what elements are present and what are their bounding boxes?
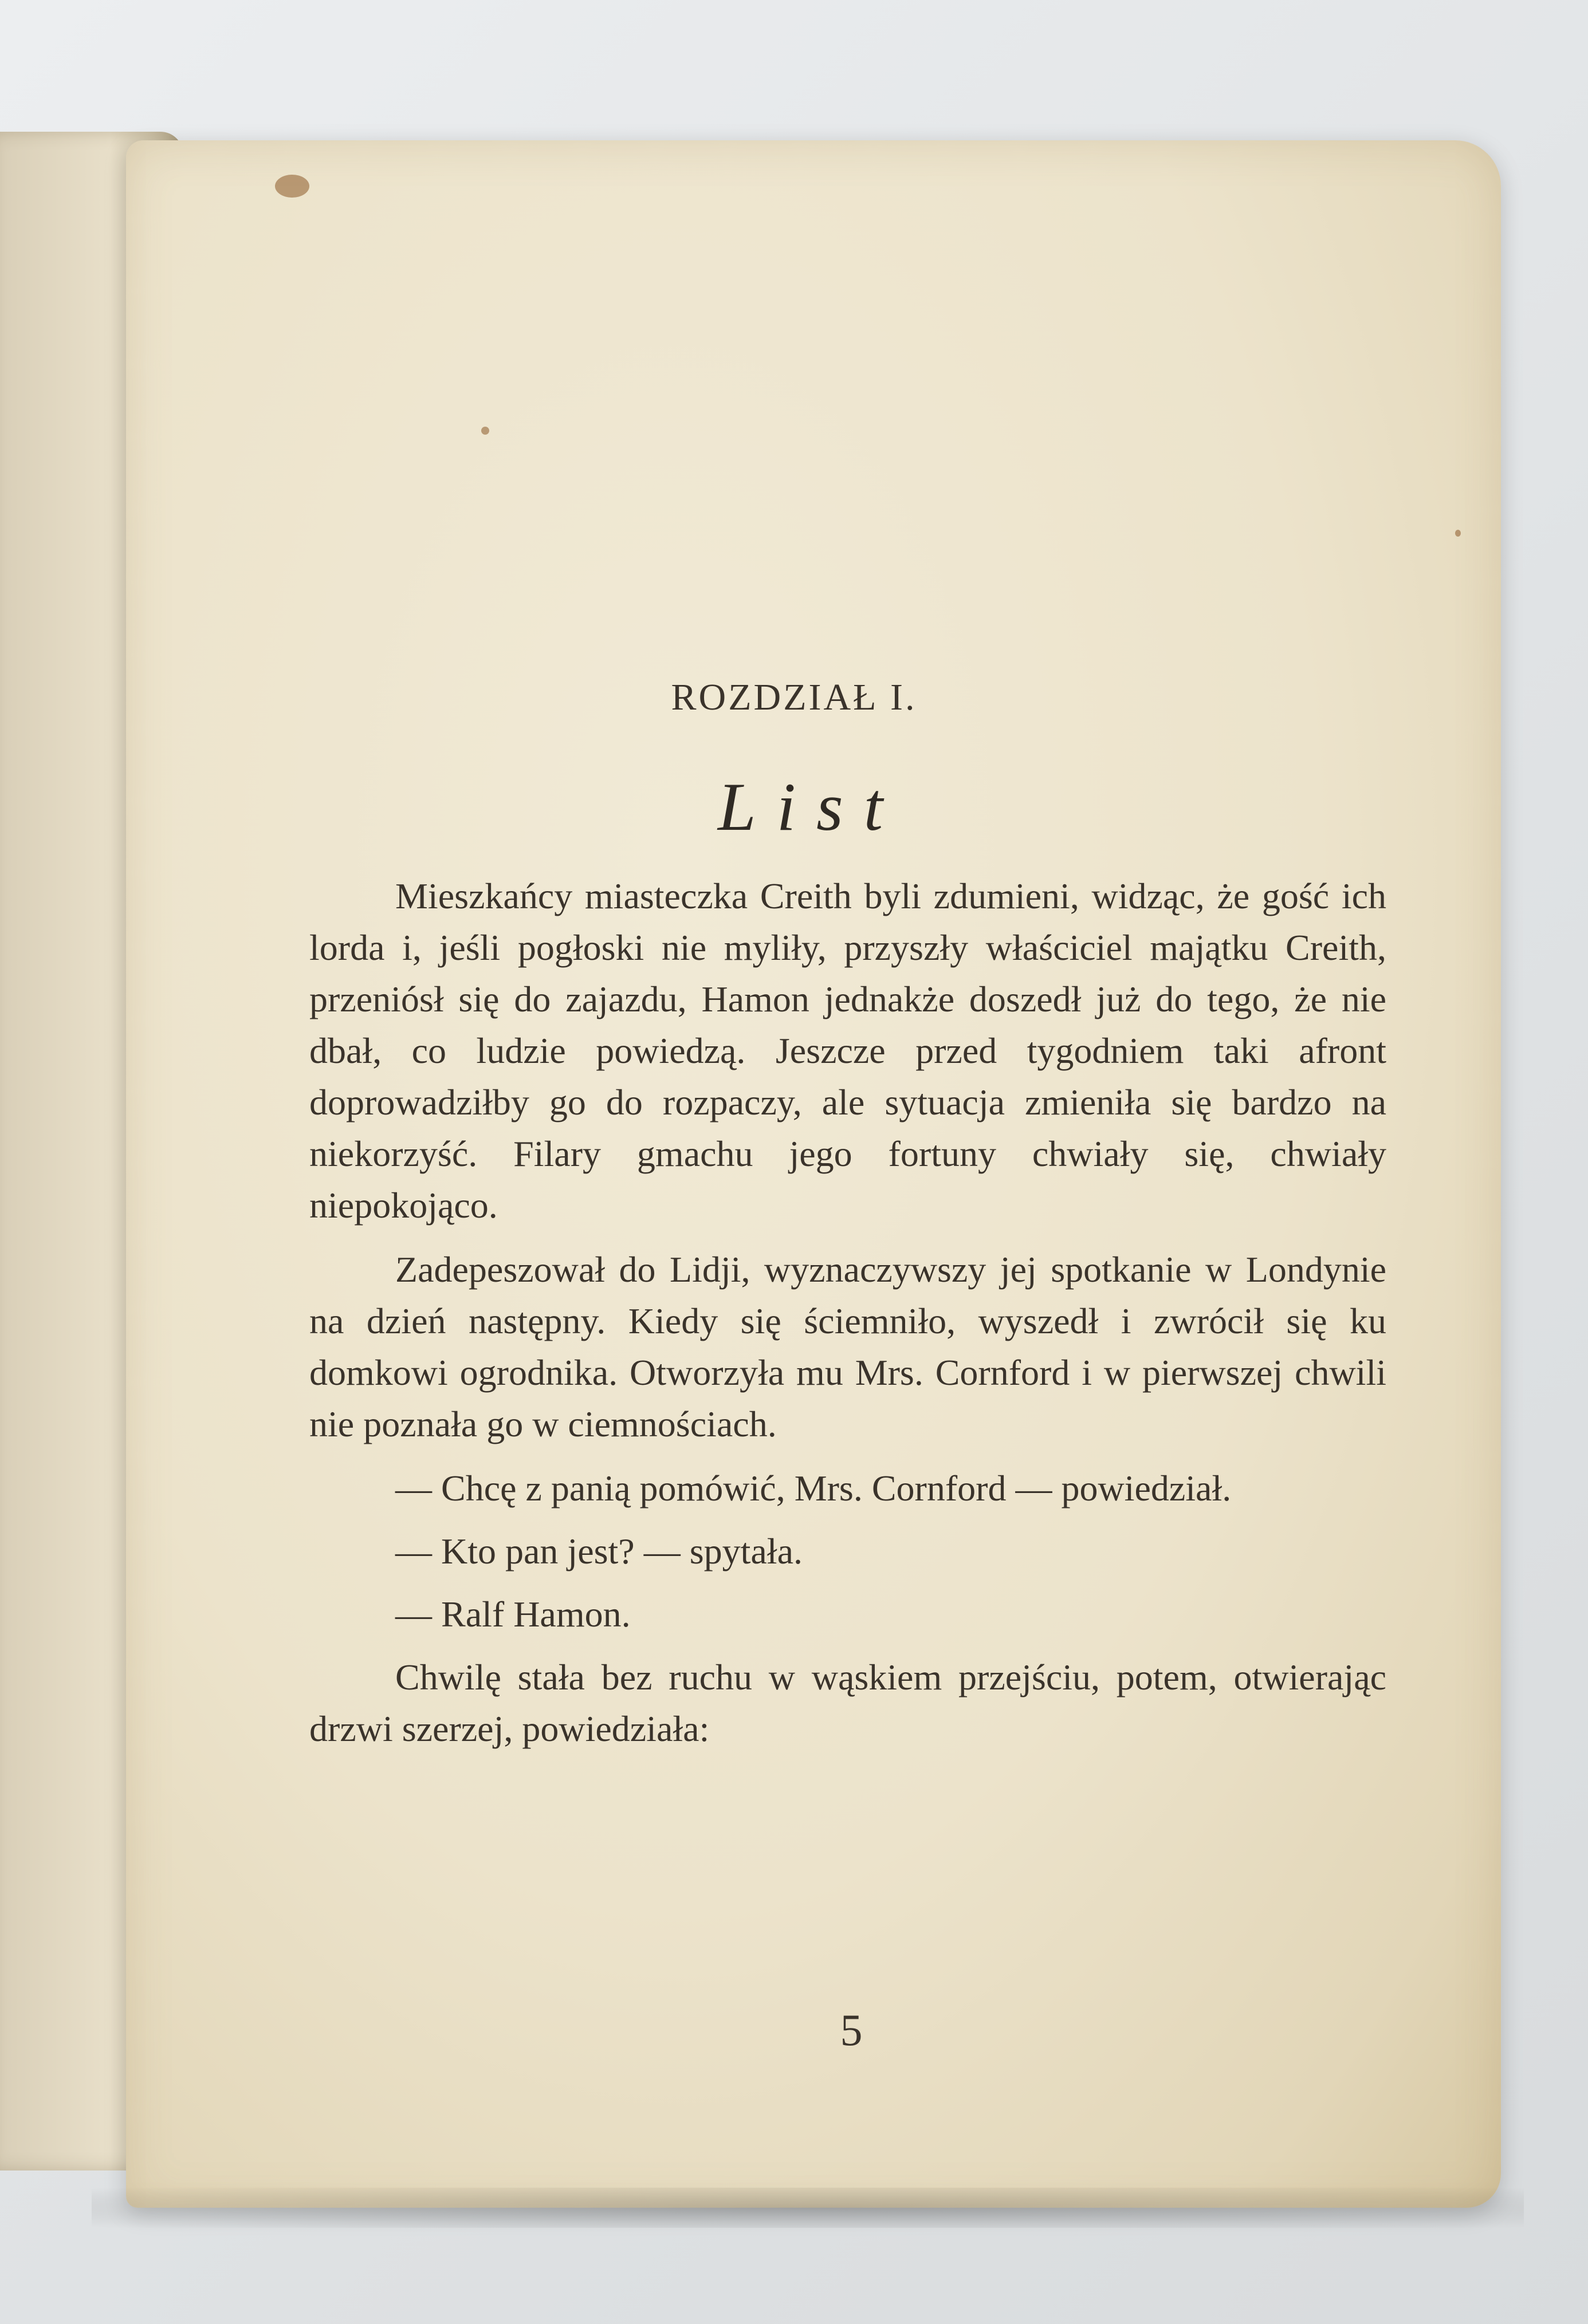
paragraph: Zadepeszował do Lidji, wyznaczywszy jej spotkanie w Londynie na dzień następny. Kiedy się ściemniło, wyszedł i zwrócił się ku domkowi ogrodnika. Otworzyła mu Mrs. Cornford i w pierwszej chwili nie poznała go w ciemnościach. — [309, 1249, 1386, 1444]
paragraph: Mieszkańcy miasteczka Creith byli zdumieni, widząc, że gość ich lorda i, jeśli pogłoski nie myliły, przyszły właściciel majątku Creith, przeniósł się do zajazdu, Hamon jednakże doszedł już do tego, że nie dbał, co ludzie powiedzą. Jeszcze przed tygodniem taki afront doprowadziłby go do rozpaczy, ale sytuacja zmieniła się bardzo na niekorzyść. Filary gmachu jego fortuny chwiały się, chwiały niepokojąco. — [309, 876, 1386, 1226]
page-stain — [275, 175, 309, 198]
dialogue-line: — Ralf Hamon. — [395, 1594, 631, 1634]
dialogue-line: — Chcę z panią pomówić, Mrs. Cornford — powiedział. — [395, 1468, 1232, 1508]
page-stain — [481, 427, 489, 435]
chapter-title: List — [717, 769, 904, 845]
dialogue-line: — Kto pan jest? — spytała. — [395, 1531, 803, 1571]
body-text — [309, 870, 1386, 1767]
paragraph: Chwilę stała bez ruchu w wąskiem przejściu, potem, otwierając drzwi szerzej, powiedziała: — [309, 1657, 1386, 1749]
page-number: 5 — [840, 2005, 863, 2055]
page-bottom-shadow — [92, 2188, 1524, 2228]
chapter-heading: ROZDZIAŁ I. — [671, 676, 917, 718]
page-stain — [1455, 530, 1461, 537]
